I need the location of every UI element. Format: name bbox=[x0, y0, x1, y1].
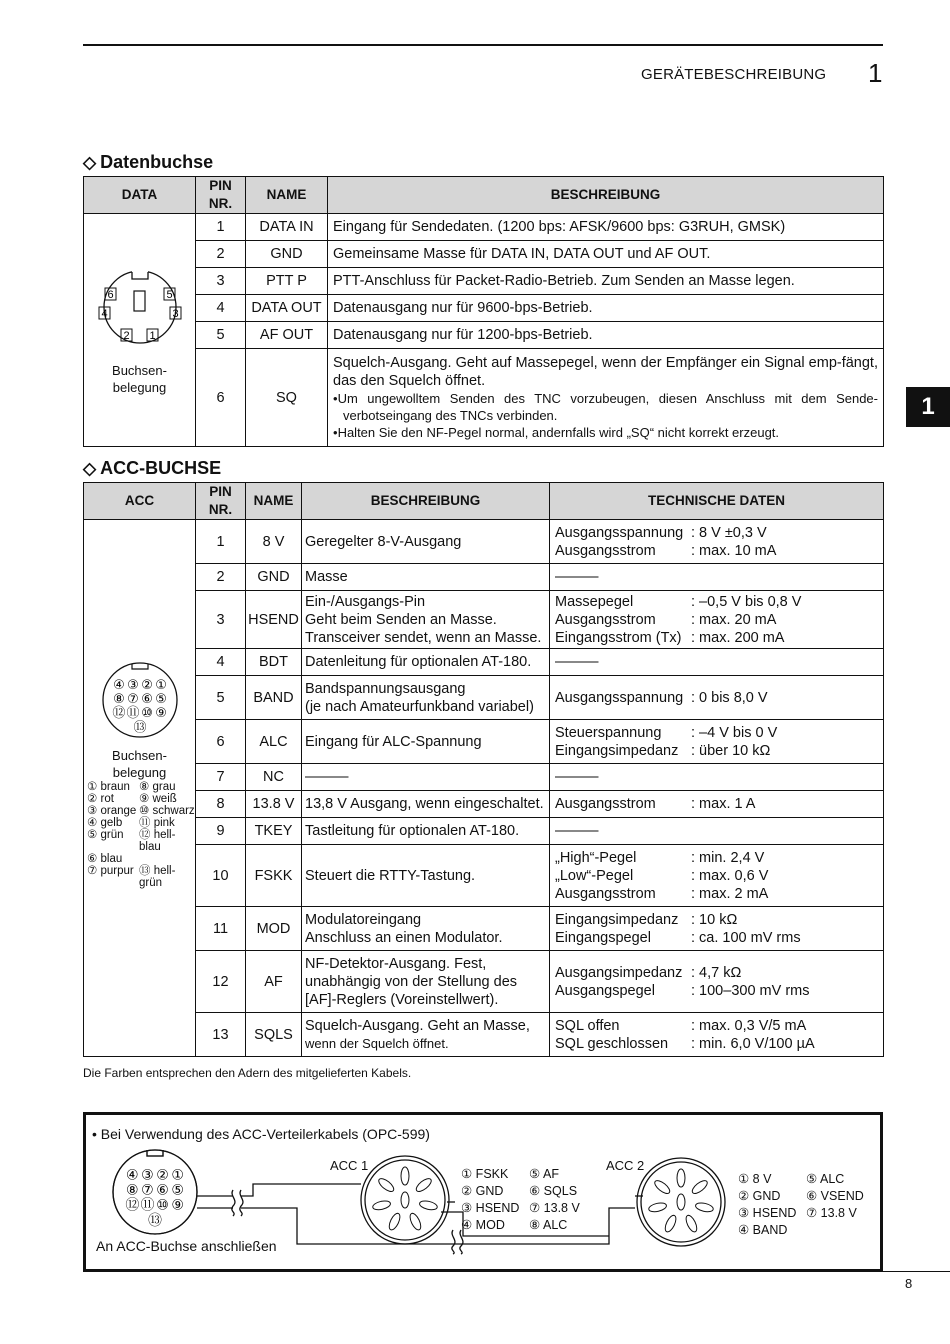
pin-number-glyph: ③ bbox=[126, 678, 139, 694]
table-row: 2 GND Masse ——— bbox=[84, 564, 884, 591]
table-row: 2 GND Gemeinsame Masse für DATA IN, DATA OUT und AF OUT. bbox=[84, 241, 884, 268]
pin-number-glyph: ⑥ bbox=[140, 692, 153, 708]
pin-number-glyph: ① bbox=[171, 1167, 184, 1184]
wire-color-item: ⑫ hell- blau bbox=[139, 829, 176, 853]
table-row: 3 HSEND Ein-/Ausgangs-Pin Geht beim Senden an Masse. Transceiver sendet, wenn an Masse. Massepegel : –0,5 V bis 0,8 V Ausgangsstrom : max. 20 mA Eingangsstrom (Tx) : max. 200 mA bbox=[84, 591, 884, 649]
diamond-icon: ◇ bbox=[83, 153, 97, 172]
wire-color-item: ⑩ schwarz bbox=[139, 805, 195, 817]
wire-color-item: ① braun bbox=[87, 781, 130, 793]
pin-assignment: ⑦ 13.8 V bbox=[806, 1206, 857, 1220]
header-chapter-number: 1 bbox=[868, 58, 883, 88]
wire-color-item: ⑦ purpur bbox=[87, 865, 134, 877]
section-title-acc-buchse: ◇ ACC-BUCHSE bbox=[83, 458, 222, 478]
pin-assignment: ⑥ SQLS bbox=[529, 1184, 578, 1198]
pin-number-glyph: ③ bbox=[141, 1167, 154, 1184]
pin-number-glyph: ② bbox=[156, 1167, 169, 1184]
pin-number-glyph: ④ bbox=[112, 678, 125, 694]
wire-color-item: ⑤ grün bbox=[87, 829, 124, 841]
pin-assignment: ③ HSEND bbox=[461, 1201, 520, 1215]
table-row: 10 FSKK Steuert die RTTY-Tastung. „High“-Pegel : min. 2,4 V „Low“-Pegel : max. 0,6 V Ausgangsstrom : max. 2 mA bbox=[84, 845, 884, 907]
pin-label: 5 bbox=[165, 288, 173, 301]
table-row: 8 13.8 V 13,8 V Ausgang, wenn eingeschaltet. Ausgangsstrom : max. 1 A bbox=[84, 791, 884, 818]
data-socket-table bbox=[83, 176, 884, 447]
diamond-icon: ◇ bbox=[83, 459, 97, 478]
pin-assignment: ① 8 V bbox=[738, 1172, 772, 1186]
table-row: 11 MOD Modulatoreingang Anschluss an einen Modulator. Eingangsimpedanz : 10 kΩ Eingangspegel : ca. 100 mV rms bbox=[84, 907, 884, 951]
footer-rule bbox=[883, 1271, 950, 1272]
table-row: 6 ALC Eingang für ALC-Spannung Steuerspannung : –4 V bis 0 V Eingangsimpedanz : über 10 kΩ bbox=[84, 720, 884, 764]
table-row: 7 NC ——— ——— bbox=[84, 764, 884, 791]
pin-number-glyph: ⑪ bbox=[140, 1197, 155, 1214]
pin-assignment: ① FSKK bbox=[461, 1167, 509, 1181]
table-row: 4 DATA OUT Datenausgang nur für 9600-bps-Betrieb. bbox=[84, 295, 884, 322]
pin-number-glyph: ⑦ bbox=[126, 692, 139, 708]
table-header-row: ACC PIN NR. NAME BESCHREIBUNG TECHNISCHE DATEN bbox=[84, 483, 884, 520]
pin-assignment: ② GND bbox=[461, 1184, 504, 1198]
connector-caption: Buchsen- belegung bbox=[112, 362, 167, 395]
pin-number-glyph: ⑩ bbox=[156, 1197, 169, 1214]
pin-number-glyph: ⑤ bbox=[171, 1182, 184, 1199]
pin-assignment: ② GND bbox=[738, 1189, 781, 1203]
pin-number-glyph: ⑫ bbox=[125, 1197, 140, 1214]
wire-color-item: ⑬ hell- grün bbox=[139, 865, 176, 889]
connector-caption: Buchsen- belegung bbox=[112, 748, 167, 780]
pin-number-glyph: ⑦ bbox=[141, 1182, 154, 1199]
acc1-pin-list bbox=[461, 1166, 599, 1233]
pin-assignment: ⑦ 13.8 V bbox=[529, 1201, 580, 1215]
wire-color-legend bbox=[87, 781, 195, 889]
pin-number-glyph: ⑧ bbox=[112, 692, 125, 708]
pin-label: 1 bbox=[148, 329, 156, 342]
pin-number-glyph: ⑪ bbox=[125, 706, 139, 722]
pin-assignment: ④ MOD bbox=[461, 1218, 505, 1232]
table-row: 13 SQLS Squelch-Ausgang. Geht an Masse, wenn der Squelch öffnet. SQL offen : max. 0,3 V/5 mA SQL geschlossen : min. 6,0 V/100 µA bbox=[84, 1013, 884, 1057]
table-row: 6 SQ Squelch-Ausgang. Geht auf Massepegel, wenn der Empfänger ein Signal emp-fängt, das den Squelch öffnet. •Um ungewolltem Senden des TNC vorzubeugen, diesen Anschluss mit dem Sende-verbotseingang des TNCs verbinden. •Halten Sie den NF-Pegel normal, andernfalls wird „SQ“ nicht korrekt erzeugt. bbox=[84, 349, 884, 447]
din-13-connector-icon bbox=[95, 660, 185, 742]
section-title-datenbuchse: ◇ Datenbuchse bbox=[83, 152, 214, 172]
acc-socket-table bbox=[83, 482, 884, 1057]
pin-assignment: ⑤ AF bbox=[529, 1167, 559, 1181]
pin-number-glyph: ⑨ bbox=[154, 706, 167, 722]
pin-assignment: ④ BAND bbox=[738, 1223, 788, 1237]
acc2-label: ACC 2 bbox=[606, 1158, 645, 1173]
chapter-tab: 1 bbox=[906, 387, 950, 427]
pin-number-glyph: ④ bbox=[126, 1167, 139, 1184]
pin-assignment bbox=[806, 1222, 876, 1238]
acc-connector-cell bbox=[84, 520, 196, 1057]
cable-box-title: • Bei Verwendung des ACC-Verteilerkabels (OPC-599) bbox=[92, 1126, 430, 1142]
pin-assignment: ⑤ ALC bbox=[806, 1172, 845, 1186]
wire-color-item: ⑥ blau bbox=[87, 853, 123, 865]
pin-number-glyph: ⑬ bbox=[132, 720, 147, 736]
wire-color-item: ④ gelb bbox=[87, 817, 123, 829]
header-title: GERÄTEBESCHREIBUNG bbox=[641, 66, 827, 83]
pin-assignment: ⑧ ALC bbox=[529, 1218, 568, 1232]
pin-number-glyph: ⑤ bbox=[154, 692, 167, 708]
pin-number-glyph: ② bbox=[140, 678, 153, 694]
pin-number-glyph: ⑩ bbox=[140, 706, 153, 722]
wire-color-item: ③ orange bbox=[87, 805, 137, 817]
pin-number-glyph: ⑥ bbox=[156, 1182, 169, 1199]
pin-assignment: ③ HSEND bbox=[738, 1206, 797, 1220]
table-row: ④ ③ ② ① ⑧ ⑦ ⑥ ⑤ ⑫ ⑪ ⑩ ⑨ ⑬ Buchsen- belegung ① braun ⑧ grau ② rot ⑨ weiß ③ orange ⑩ schwarz ④ gelb ⑪ pink ⑤ grün ⑫ hell- blau ⑥ blau ⑦ purpur ⑬ hell- grün 1 8 V Geregelter 8-V-Ausgang Ausgangsspannung : 8 V ±0,3 V Ausgangsstrom : max. 10 mA bbox=[84, 520, 884, 564]
wire-color-item: ⑪ pink bbox=[139, 817, 175, 829]
pin-number-glyph: ⑫ bbox=[111, 706, 125, 722]
data-connector-cell bbox=[84, 214, 196, 447]
pin-number-glyph: ① bbox=[154, 678, 167, 694]
table-header-row: DATA PIN NR. NAME BESCHREIBUNG bbox=[84, 177, 884, 214]
color-note: Die Farben entsprechen den Adern des mitgelieferten Kabels. bbox=[83, 1066, 412, 1080]
pin-label: 3 bbox=[171, 307, 179, 320]
page-number: 8 bbox=[905, 1276, 913, 1291]
table-row: 3 PTT P PTT-Anschluss für Packet-Radio-Betrieb. Zum Senden an Masse legen. bbox=[84, 268, 884, 295]
mini-din-6-connector-icon bbox=[90, 265, 190, 355]
acc2-pin-list bbox=[738, 1171, 876, 1238]
pin-label: 4 bbox=[100, 307, 108, 320]
table-row: 12 AF NF-Detektor-Ausgang. Fest, unabhängig von der Stellung des [AF]-Reglers (Voreinstellwert). Ausgangsimpedanz : 4,7 kΩ Ausgangspegel : 100–300 mV rms bbox=[84, 951, 884, 1013]
wire-color-item: ② rot bbox=[87, 793, 114, 805]
table-row: 5 AF OUT Datenausgang nur für 1200-bps-Betrieb. bbox=[84, 322, 884, 349]
table-row: 4 BDT Datenleitung für optionalen AT-180. ——— bbox=[84, 649, 884, 676]
pin-number-glyph: ⑧ bbox=[126, 1182, 139, 1199]
pin-number-glyph: ⑬ bbox=[148, 1212, 162, 1229]
wire-color-item bbox=[139, 853, 195, 865]
cable-box-caption: An ACC-Buchse anschließen bbox=[96, 1238, 277, 1254]
table-row: 6 5 4 3 2 1 Buchsen- belegung 1 DATA IN Eingang für Sendedaten. (1200 bps: AFSK/9600 bps: G3RUH, GMSK) bbox=[84, 214, 884, 241]
table-row: 5 BAND Bandspannungsausgang (je nach Amateurfunkband variabel) Ausgangsspannung : 0 bis 8,0 V bbox=[84, 676, 884, 720]
acc1-label: ACC 1 bbox=[330, 1158, 369, 1173]
wire-color-item: ⑨ weiß bbox=[139, 793, 177, 805]
pin-assignment: ⑥ VSEND bbox=[806, 1189, 864, 1203]
pin-number-glyph: ⑨ bbox=[171, 1197, 184, 1214]
pin-label: 6 bbox=[106, 288, 114, 301]
table-row: 9 TKEY Tastleitung für optionalen AT-180. ——— bbox=[84, 818, 884, 845]
wire-color-item: ⑧ grau bbox=[139, 781, 176, 793]
header-rule bbox=[83, 44, 883, 46]
pin-label: 2 bbox=[122, 329, 130, 342]
